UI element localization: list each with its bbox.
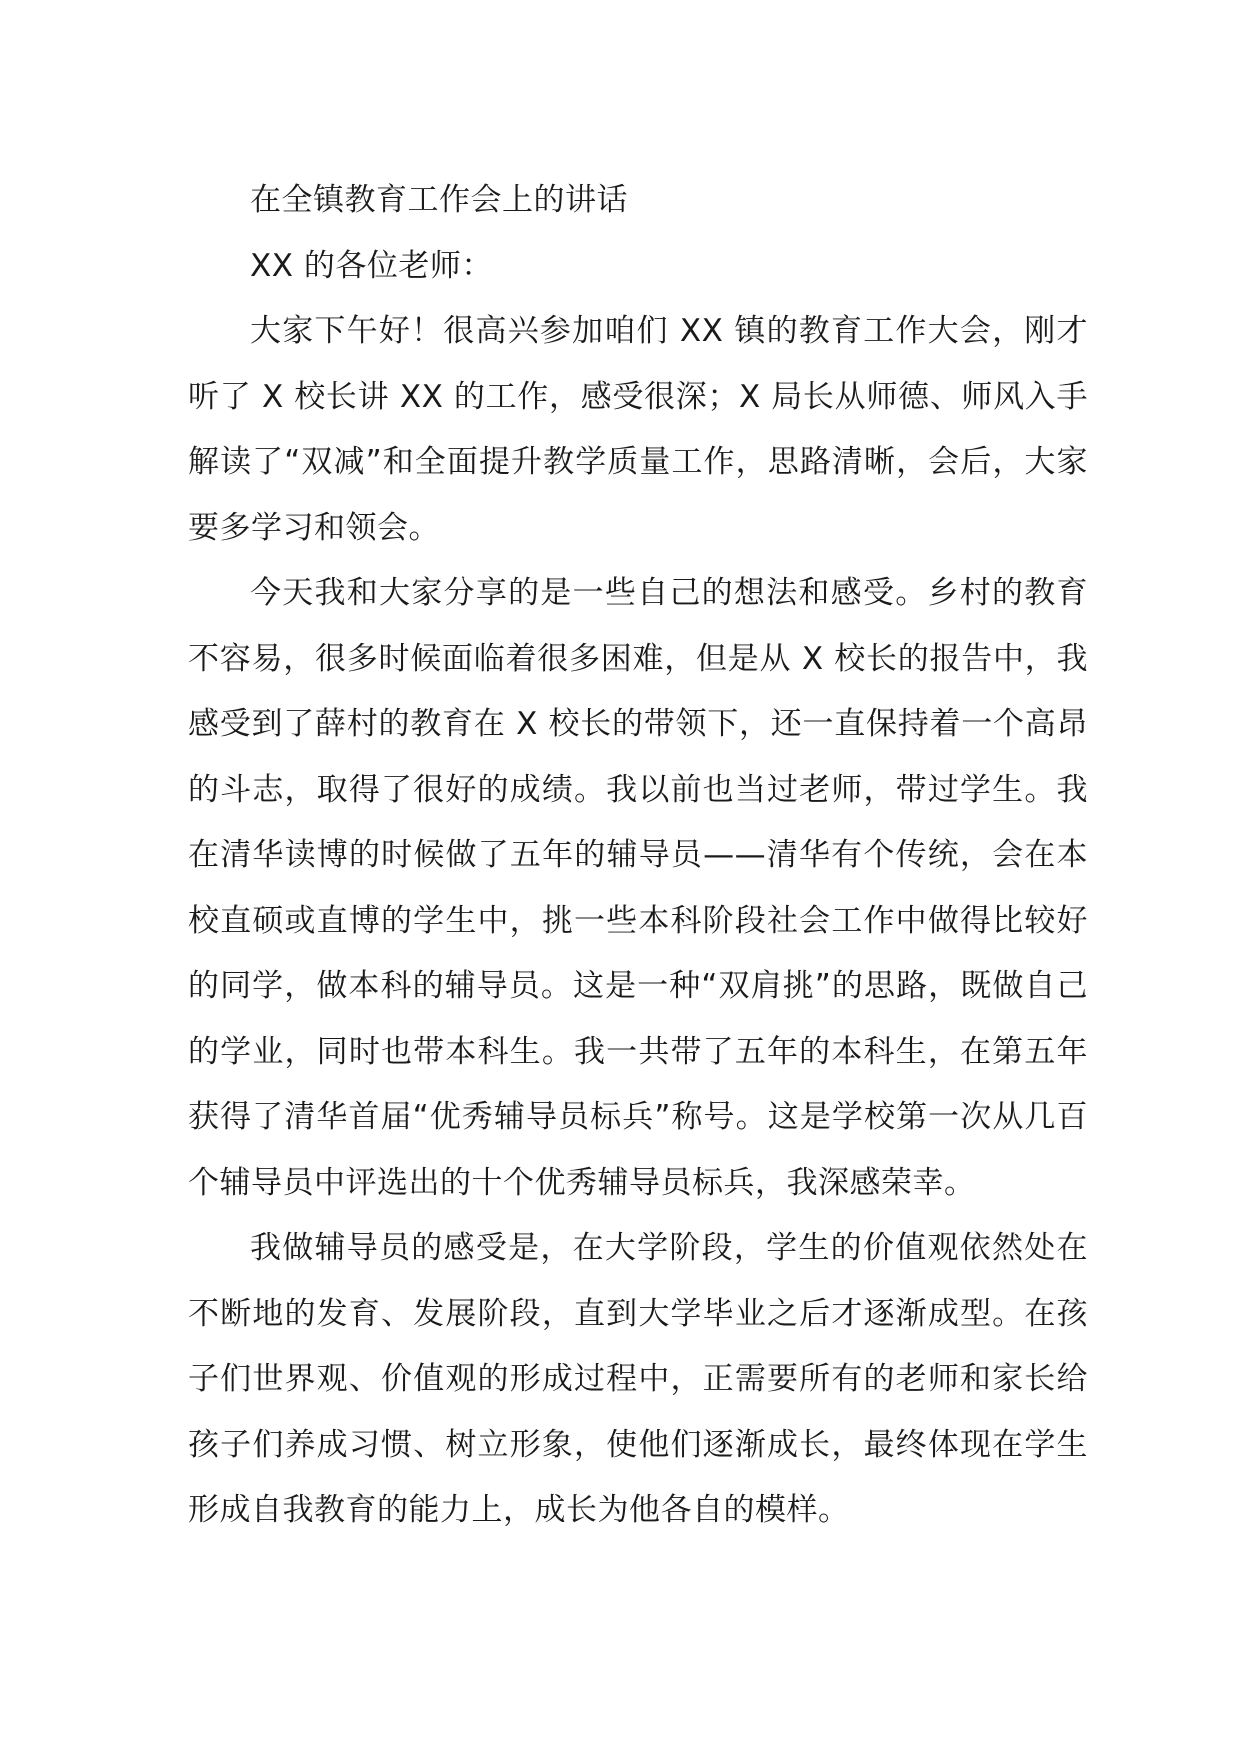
document-title: 在全镇教育工作会上的讲话 [250, 182, 628, 218]
salutation: XX 的各位老师： [250, 247, 493, 284]
document-body [188, 168, 1088, 1544]
paragraph-2: 今天我和大家分享的是一些自己的想法和感受。乡村的教育不容易，很多时候面临着很多困难，但是从 X 校长的报告中，我感受到了薛村的教育在 X 校长的带领下，还一直保持着一个高昂的斗志，取得了很好的成绩。我以前也当过老师，带过学生。我在清华读博的时候做了五年的辅导员——清华有个传统，会在本校直硕或直博的学生中，挑一些本科阶段社会工作中做得比较好的同学，做本科的辅导员。这是一种“双肩挑”的思路，既做自己的学业，同时也带本科生。我一共带了五年的本科生，在第五年获得了清华首届“优秀辅导员标兵”称号。这是学校第一次从几百个辅导员中评选出的十个优秀辅导员标兵，我深感荣幸。 [188, 575, 1088, 1201]
paragraph-3: 我做辅导员的感受是，在大学阶段，学生的价值观依然处在不断地的发育、发展阶段，直到大学毕业之后才逐渐成型。在孩子们世界观、价值观的形成过程中，正需要所有的老师和家长给孩子们养成习惯、树立形象，使他们逐渐成长，最终体现在学生形成自我教育的能力上，成长为他各自的模样。 [188, 1230, 1088, 1528]
paragraph-1: 大家下午好！很高兴参加咱们 XX 镇的教育工作大会，刚才听了 X 校长讲 XX 的工作，感受很深；X 局长从师德、师风入手解读了“双减”和全面提升教学质量工作，思路清晰，会后，大家要多学习和领会。 [188, 313, 1088, 546]
